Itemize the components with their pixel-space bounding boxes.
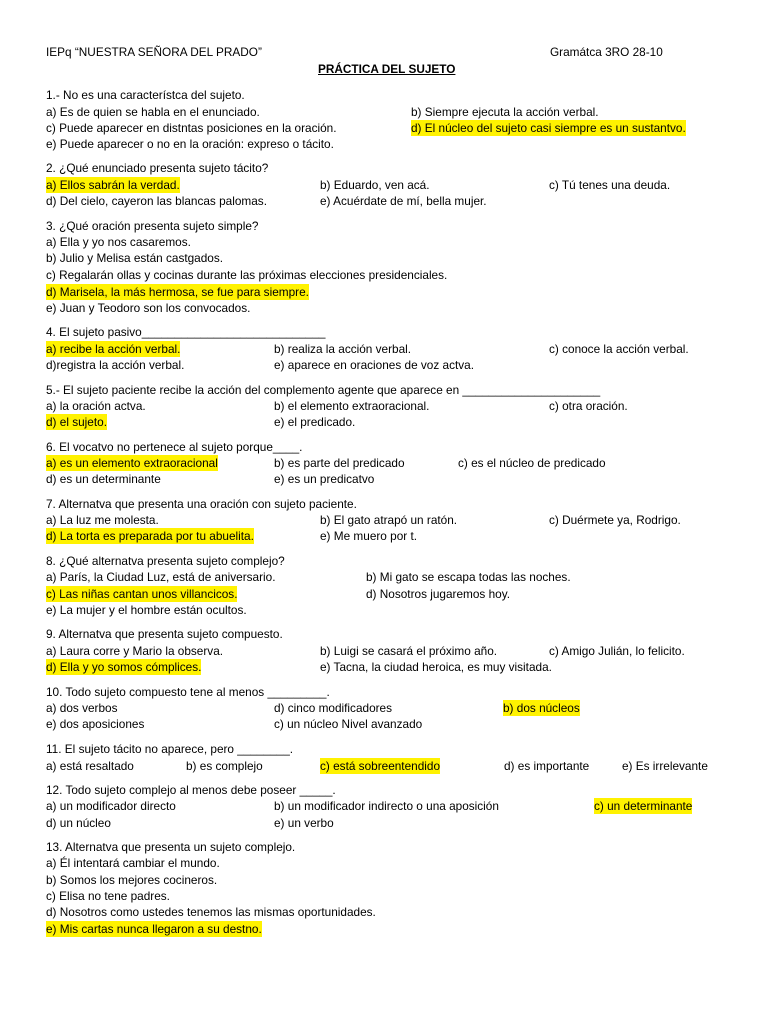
question-10: 10. Todo sujeto compuesto tene al menos _________. [46, 685, 330, 699]
option-12a: a) un modificador directo [46, 799, 176, 813]
question-8: 8. ¿Qué alternatva presenta sujeto complejo? [46, 554, 285, 568]
options-row [0, 512, 768, 528]
option-3e: e) Juan y Teodoro son los convocados. [46, 301, 251, 315]
options-row [0, 120, 768, 136]
question-5: 5.- El sujeto paciente recibe la acción del complemento agente que aparece en _____________________ [46, 383, 601, 397]
option-11c-answer: c) está sobreentendido [320, 759, 441, 773]
option-8c-answer: c) Las niñas cantan unos villancicos. [46, 587, 238, 601]
option-8b: b) Mi gato se escapa todas las noches. [366, 570, 571, 584]
question-13: 13. Alternatva que presenta un sujeto complejo. [46, 840, 296, 854]
options-row [0, 700, 768, 716]
option-6b: b) es parte del predicado [274, 456, 405, 470]
question-6: 6. El vocatvo no pertenece al sujeto porque____. [46, 440, 303, 454]
options-row [0, 586, 768, 602]
option-6e: e) es un predicatvo [274, 472, 375, 486]
option-9a: a) Laura corre y Mario la observa. [46, 644, 224, 658]
option-4c: c) conoce la acción verbal. [549, 342, 689, 356]
option-13d: d) Nosotros como ustedes tenemos las mismas oportunidades. [46, 905, 376, 919]
options-row [0, 921, 768, 937]
option-5a: a) la oración actva. [46, 399, 146, 413]
options-row [0, 716, 768, 732]
option-12c-answer: c) un determinante [594, 799, 693, 813]
question-11: 11. El sujeto tácito no aparece, pero ________. [46, 742, 294, 756]
option-4a-answer: a) recibe la acción verbal. [46, 342, 181, 356]
option-10b-answer: b) dos núcleos [503, 701, 580, 715]
option-12e: e) un verbo [274, 816, 334, 830]
question-9: 9. Alternatva que presenta sujeto compuesto. [46, 627, 283, 641]
option-1d-answer: d) El núcleo del sujeto casi siempre es un sustantvo. [411, 121, 686, 135]
option-2d: d) Del cielo, cayeron las blancas palomas. [46, 194, 267, 208]
option-4b: b) realiza la acción verbal. [274, 342, 412, 356]
option-2e: e) Acuérdate de mí, bella mujer. [320, 194, 487, 208]
option-4d: d)registra la acción verbal. [46, 358, 185, 372]
option-8a: a) París, la Ciudad Luz, está de aniversario. [46, 570, 276, 584]
page-title: PRÁCTICA DEL SUJETO [318, 62, 456, 76]
question-text [0, 626, 768, 642]
option-7c: c) Duérmete ya, Rodrigo. [549, 513, 681, 527]
option-3a: a) Ella y yo nos casaremos. [46, 235, 191, 249]
option-5d-answer: d) el sujeto. [46, 415, 107, 429]
options-row [0, 398, 768, 414]
question-text [0, 439, 768, 455]
options-row [0, 104, 768, 120]
options-row [0, 602, 768, 618]
options-row [0, 341, 768, 357]
question-text [0, 218, 768, 234]
options-row [0, 758, 768, 774]
option-13e-answer: e) Mis cartas nunca llegaron a su destno. [46, 922, 262, 936]
option-5b: b) el elemento extraoracional. [274, 399, 430, 413]
options-row [0, 569, 768, 585]
options-row [0, 904, 768, 920]
option-5c: c) otra oración. [549, 399, 628, 413]
option-10d: d) cinco modificadores [274, 701, 393, 715]
option-6a-answer: a) es un elemento extraoracional [46, 456, 218, 470]
option-9c: c) Amigo Julián, lo felicito. [549, 644, 685, 658]
options-row [0, 193, 768, 209]
option-11a: a) está resaltado [46, 759, 134, 773]
options-row [0, 177, 768, 193]
question-text [0, 382, 768, 398]
option-8d: d) Nosotros jugaremos hoy. [366, 587, 511, 601]
options-row [0, 659, 768, 675]
option-7b: b) El gato atrapó un ratón. [320, 513, 458, 527]
question-text [0, 496, 768, 512]
option-6d: d) es un determinante [46, 472, 161, 486]
option-3c: c) Regalarán ollas y cocinas durante las próximas elecciones presidenciales. [46, 268, 448, 282]
question-text [0, 684, 768, 700]
option-8e: e) La mujer y el hombre están ocultos. [46, 603, 247, 617]
school-name: IEPq “NUESTRA SEÑORA DEL PRADO” [46, 45, 262, 59]
question-12: 12. Todo sujeto complejo al menos debe poseer _____. [46, 783, 336, 797]
option-3b: b) Julio y Melisa están castgados. [46, 251, 224, 265]
options-row [0, 798, 768, 814]
option-12d: d) un núcleo [46, 816, 111, 830]
option-9d-answer: d) Ella y yo somos cómplices. [46, 660, 202, 674]
question-text [0, 741, 768, 757]
question-text [0, 324, 768, 340]
question-2: 2. ¿Qué enunciado presenta sujeto tácito? [46, 161, 269, 175]
option-7d-answer: d) La torta es preparada por tu abuelita. [46, 529, 254, 543]
option-11d: d) es importante [504, 759, 590, 773]
options-row [0, 888, 768, 904]
options-row [0, 455, 768, 471]
option-2a-answer: a) Ellos sabrán la verdad. [46, 178, 180, 192]
option-13a: a) Él intentará cambiar el mundo. [46, 856, 220, 870]
question-3: 3. ¿Qué oración presenta sujeto simple? [46, 219, 259, 233]
option-1e: e) Puede aparecer o no en la oración: expreso o tácito. [46, 137, 334, 151]
option-10e: e) dos aposiciones [46, 717, 145, 731]
title-line [0, 61, 768, 77]
option-7e: e) Me muero por t. [320, 529, 418, 543]
question-text [0, 553, 768, 569]
question-4: 4. El sujeto pasivo____________________________ [46, 325, 326, 339]
options-row [0, 234, 768, 250]
options-row [0, 284, 768, 300]
option-9b: b) Luigi se casará el próximo año. [320, 644, 498, 658]
options-row [0, 136, 768, 152]
option-12b: b) un modificador indirecto o una aposición [274, 799, 499, 813]
option-4e: e) aparece en oraciones de voz actva. [274, 358, 475, 372]
option-1b: b) Siempre ejecuta la acción verbal. [411, 105, 599, 119]
option-11e: e) Es irrelevante [622, 759, 708, 773]
option-7a: a) La luz me molesta. [46, 513, 159, 527]
question-text [0, 160, 768, 176]
options-row [0, 855, 768, 871]
options-row [0, 267, 768, 283]
options-row [0, 357, 768, 373]
option-13c: c) Elisa no tene padres. [46, 889, 170, 903]
option-9e: e) Tacna, la ciudad heroica, es muy visitada. [320, 660, 552, 674]
options-row [0, 528, 768, 544]
question-1: 1.- No es una característca del sujeto. [46, 88, 245, 102]
option-1c: c) Puede aparecer en distntas posiciones en la oración. [46, 121, 337, 135]
options-row [0, 471, 768, 487]
header-line [0, 44, 768, 60]
course-label: Gramátca 3RO 28-10 [550, 45, 663, 59]
option-13b: b) Somos los mejores cocineros. [46, 873, 218, 887]
options-row [0, 815, 768, 831]
question-text [0, 87, 768, 103]
option-3d-answer: d) Marisela, la más hermosa, se fue para siempre. [46, 285, 309, 299]
option-2c: c) Tú tenes una deuda. [549, 178, 671, 192]
options-row [0, 250, 768, 266]
option-1a: a) Es de quien se habla en el enunciado. [46, 105, 260, 119]
option-10c: c) un núcleo Nivel avanzado [274, 717, 423, 731]
options-row [0, 872, 768, 888]
option-2b: b) Eduardo, ven acá. [320, 178, 430, 192]
options-row [0, 414, 768, 430]
options-row [0, 643, 768, 659]
option-10a: a) dos verbos [46, 701, 118, 715]
option-6c: c) es el núcleo de predicado [458, 456, 606, 470]
option-5e: e) el predicado. [274, 415, 356, 429]
question-text [0, 782, 768, 798]
options-row [0, 300, 768, 316]
option-11b: b) es complejo [186, 759, 263, 773]
question-7: 7. Alternatva que presenta una oración con sujeto paciente. [46, 497, 357, 511]
question-text [0, 839, 768, 855]
